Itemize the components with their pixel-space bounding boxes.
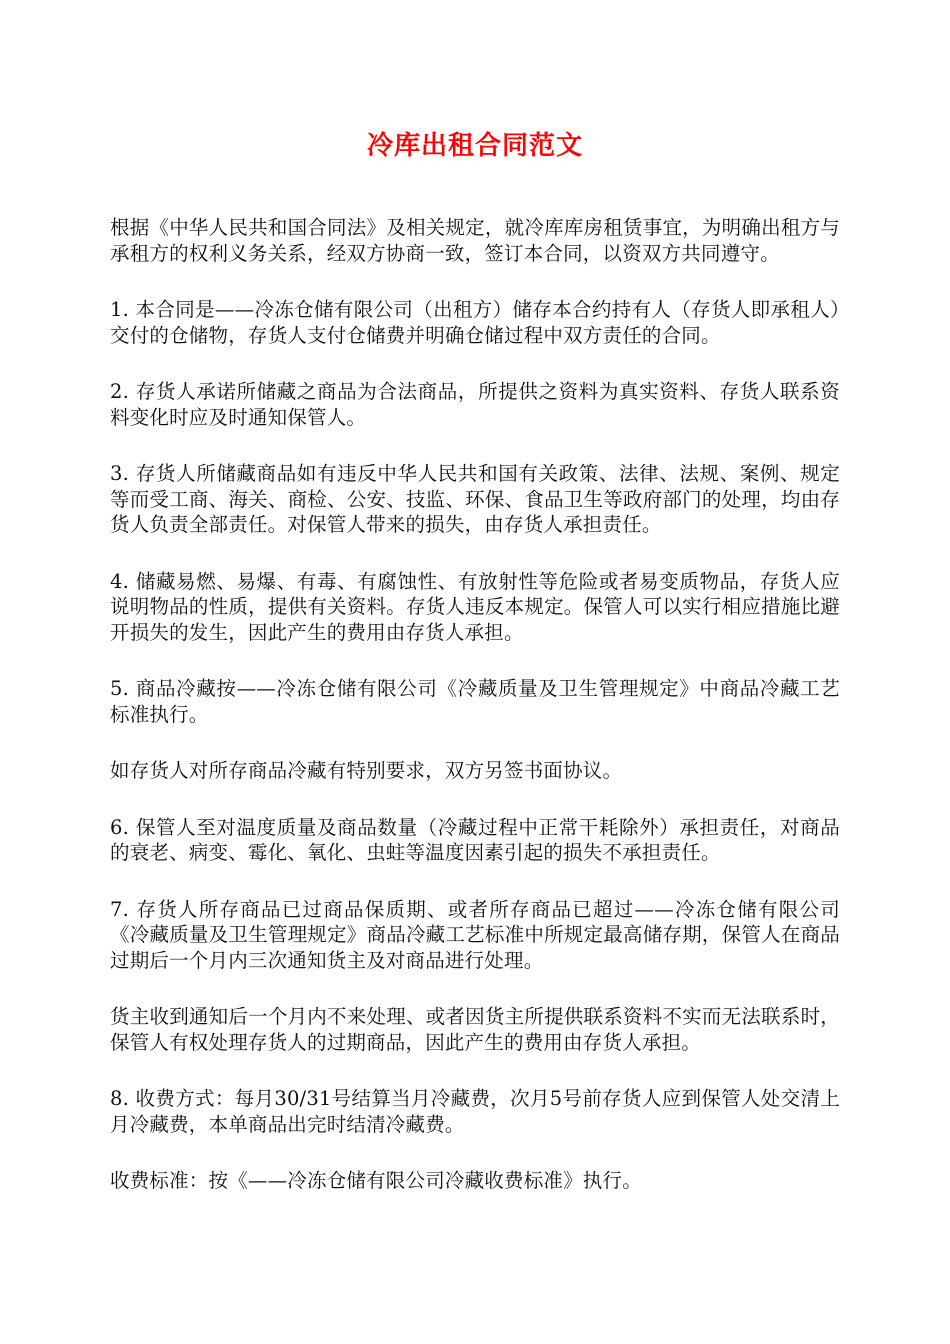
- clause-1: 1. 本合同是——冷冻仓储有限公司（出租方）储存本合约持有人（存货人即承租人）交付的仓储物，存货人支付仓储费并明确仓储过程中双方责任的合同。: [110, 298, 840, 347]
- clause-7-note: 货主收到通知后一个月内不来处理、或者因货主所提供联系资料不实而无法联系时，保管人有权处理存货人的过期商品，因此产生的费用由存货人承担。: [110, 1005, 840, 1054]
- fee-standard: 收费标准：按《——冷冻仓储有限公司冷藏收费标准》执行。: [110, 1169, 642, 1192]
- clause-2: 2. 存货人承诺所储藏之商品为合法商品，所提供之资料为真实资料、存货人联系资料变化时应及时通知保管人。: [110, 380, 840, 429]
- clause-3: 3. 存货人所储藏商品如有违反中华人民共和国有关政策、法律、法规、案例、规定等而受工商、海关、商检、公安、技监、环保、食品卫生等政府部门的处理，均由存货人负责全部责任。对保管人带来的损失，由存货人承担责任。: [110, 462, 840, 536]
- clause-7: 7. 存货人所存商品已过商品保质期、或者所存商品已超过——冷冻仓储有限公司《冷藏质量及卫生管理规定》商品冷藏工艺标准中所规定最高储存期，保管人在商品过期后一个月内三次通知货主及对商品进行处理。: [110, 897, 840, 972]
- clause-4: 4. 储藏易燃、易爆、有毒、有腐蚀性、有放射性等危险或者易变质物品，存货人应说明物品的性质，提供有关资料。存货人违反本规定。保管人可以实行相应措施比避开损失的发生，因此产生的费用由存货人承担。: [110, 569, 840, 644]
- clause-5-note: 如存货人对所存商品冷藏有特别要求，双方另签书面协议。: [110, 759, 623, 782]
- document-body: [110, 215, 840, 1225]
- intro-paragraph: 根据《中华人民共和国合同法》及相关规定，就冷库库房租赁事宜，为明确出租方与承租方的权利义务关系，经双方协商一致，签订本合同，以资双方共同遵守。: [110, 216, 840, 265]
- clause-5: 5. 商品冷藏按——冷冻仓储有限公司《冷藏质量及卫生管理规定》中商品冷藏工艺标准执行。: [110, 677, 840, 726]
- document-title: 冷库出租合同范文: [366, 131, 583, 161]
- clause-6: 6. 保管人至对温度质量及商品数量（冷藏过程中正常干耗除外）承担责任，对商品的衰老、病变、霉化、氧化、虫蛀等温度因素引起的损失不承担责任。: [110, 815, 840, 864]
- clause-8: 8. 收费方式：每月30/31号结算当月冷藏费，次月5号前存货人应到保管人处交清上月冷藏费，本单商品出完时结清冷藏费。: [110, 1087, 840, 1136]
